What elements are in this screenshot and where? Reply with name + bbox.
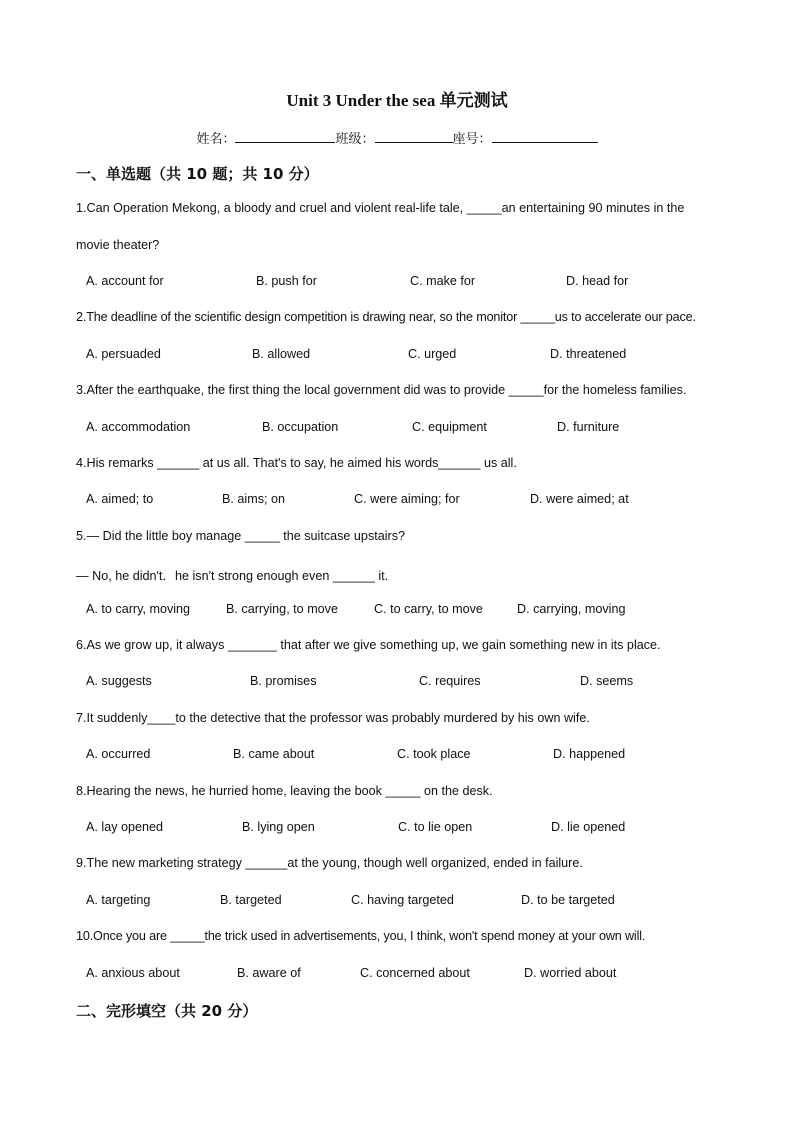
option-d[interactable]: D. to be targeted <box>521 893 615 907</box>
option-d[interactable]: D. happened <box>553 747 626 761</box>
option-a[interactable]: A. targeting <box>86 893 151 907</box>
option-c[interactable]: C. equipment <box>412 420 487 434</box>
name-blank[interactable] <box>235 130 335 143</box>
option-b[interactable]: B. came about <box>233 747 315 761</box>
question-text: 2.The deadline of the scientific design competition is drawing near, so the monitor _____us to accelerate our pace. <box>76 310 696 324</box>
option-c[interactable]: C. were aiming; for <box>354 492 460 506</box>
option-d[interactable]: D. carrying, moving <box>517 602 626 616</box>
option-b[interactable]: B. lying open <box>242 820 315 834</box>
option-b[interactable]: B. aware of <box>237 966 301 980</box>
option-a[interactable]: A. lay opened <box>86 820 164 834</box>
option-b[interactable]: B. occupation <box>262 420 339 434</box>
option-d[interactable]: D. lie opened <box>551 820 626 834</box>
section-title: 一、单选题（共 10 题；共 10 分） <box>76 165 319 183</box>
question-text: 10.Once you are _____the trick used in advertisements, you, I think, won't spend money at your own will. <box>76 929 646 943</box>
question-text: 4.His remarks ______ at us all. That's to say, he aimed his words______ us all. <box>76 456 517 470</box>
option-b[interactable]: B. promises <box>250 674 317 688</box>
option-c[interactable]: C. having targeted <box>351 893 454 907</box>
option-c[interactable]: C. to carry, to move <box>374 602 483 616</box>
class-label: 班级： <box>335 132 375 147</box>
option-c[interactable]: C. took place <box>397 747 471 761</box>
option-c[interactable]: C. urged <box>408 347 457 361</box>
seat-blank[interactable] <box>492 130 598 143</box>
seat-label: 座号： <box>452 132 492 147</box>
option-a[interactable]: A. accommodation <box>86 420 191 434</box>
option-d[interactable]: D. were aimed; at <box>530 492 629 506</box>
option-b[interactable]: B. push for <box>256 274 317 288</box>
option-c[interactable]: C. to lie open <box>398 820 473 834</box>
option-a[interactable]: A. anxious about <box>86 966 180 980</box>
option-b[interactable]: B. allowed <box>252 347 311 361</box>
class-blank[interactable] <box>375 130 453 143</box>
option-d[interactable]: D. head for <box>566 274 629 288</box>
question-text: 8.Hearing the news, he hurried home, leaving the book _____ on the desk. <box>76 784 493 798</box>
option-a[interactable]: A. occurred <box>86 747 151 761</box>
option-a[interactable]: A. to carry, moving <box>86 602 191 616</box>
option-d[interactable]: D. seems <box>580 674 634 688</box>
question-text: 6.As we grow up, it always _______ that after we give something up, we gain something new in its place. <box>76 638 661 652</box>
option-b[interactable]: B. aims; on <box>222 492 285 506</box>
option-d[interactable]: D. worried about <box>524 966 617 980</box>
option-b[interactable]: B. targeted <box>220 893 282 907</box>
question-text: movie theater? <box>76 238 160 252</box>
question-text: 1.Can Operation Mekong, a bloody and cruel and violent real-life tale, _____an entertaining 90 minutes in the <box>76 201 685 215</box>
option-c[interactable]: C. concerned about <box>360 966 470 980</box>
question-text: 5.— Did the little boy manage _____ the suitcase upstairs? <box>76 529 406 543</box>
option-d[interactable]: D. furniture <box>557 420 620 434</box>
question-text: — No, he didn't．he isn't strong enough even ______ it. <box>76 569 389 583</box>
question-text: 9.The new marketing strategy ______at the young, though well organized, ended in failure. <box>76 856 583 870</box>
name-label: 姓名： <box>196 132 236 147</box>
section-title: 二、完形填空（共 20 分） <box>76 1002 258 1020</box>
option-a[interactable]: A. account for <box>86 274 164 288</box>
question-text: 3.After the earthquake, the first thing the local government did was to provide _____for the homeless families. <box>76 383 687 397</box>
option-d[interactable]: D. threatened <box>550 347 627 361</box>
option-a[interactable]: A. suggests <box>86 674 152 688</box>
page-title: Unit 3 Under the sea 单元测试 <box>286 91 508 110</box>
option-a[interactable]: A. persuaded <box>86 347 161 361</box>
option-a[interactable]: A. aimed; to <box>86 492 154 506</box>
option-c[interactable]: C. make for <box>410 274 476 288</box>
option-b[interactable]: B. carrying, to move <box>226 602 338 616</box>
option-c[interactable]: C. requires <box>419 674 481 688</box>
student-info-line <box>0 128 794 147</box>
question-text: 7.It suddenly____to the detective that the professor was probably murdered by his own wife. <box>76 711 590 725</box>
